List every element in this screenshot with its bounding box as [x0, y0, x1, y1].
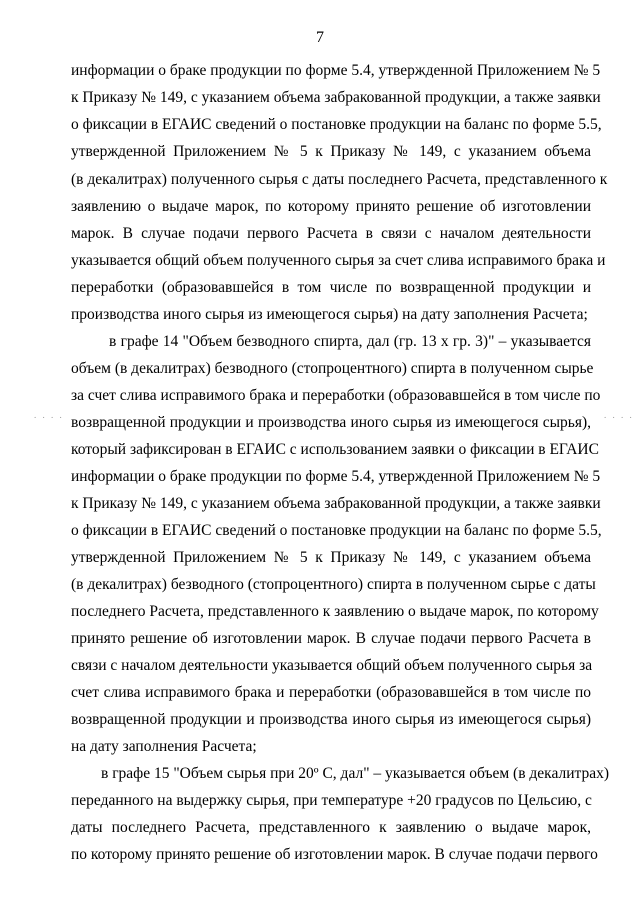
paragraph-first-line: в графе 14 "Объем безводного спирта, дал (гр. 13 х гр. 3)" – указывается — [109, 333, 591, 350]
text-line: (в декалитрах) полученного сырья с даты последнего Расчета, представленного к — [71, 171, 608, 188]
text-line: информации о браке продукции по форме 5.4, утвержденной Приложением № 5 — [71, 62, 601, 79]
text-line: возвращенной продукции и производства иного сырья из имеющегося сырья), — [71, 414, 591, 431]
text-line: последнего Расчета, представленного к заявлению о выдаче марок, по которому — [71, 603, 599, 620]
text-line: к Приказу № 149, с указанием объема забракованной продукции, а также заявки — [71, 495, 601, 512]
text-line: который зафиксирован в ЕГАИС с использованием заявки о фиксации в ЕГАИС — [71, 441, 599, 458]
text-line: связи с началом деятельности указывается общий объем полученного сырья за — [71, 657, 593, 674]
text-line: счет слива исправимого брака и переработки (образовавшейся в том числе по — [71, 684, 591, 701]
scan-artifact-left: . . . . — [34, 410, 64, 420]
text-line: даты последнего Расчета, представленного к заявлению о выдаче марок, — [71, 819, 591, 836]
scan-artifact-right: . . . . — [604, 410, 634, 420]
text-line: переработки (образовавшейся в том числе по возвращенной продукции и — [71, 279, 591, 296]
text-line: возвращенной продукции и производства иного сырья из имеющегося сырья) — [71, 711, 591, 728]
text-line: утвержденной Приложением № 5 к Приказу № 149, с указанием объема — [71, 549, 591, 566]
text-line: по которому принято решение об изготовлении марок. В случае подачи первого — [71, 846, 598, 863]
text-line: объем (в декалитрах) безводного (стопроцентного) спирта в полученном сырье — [71, 360, 594, 377]
text-line: за счет слива исправимого брака и переработки (образовавшейся в том числе по — [71, 387, 601, 404]
text-line: к Приказу № 149, с указанием объема забракованной продукции, а также заявки — [71, 89, 601, 106]
text-line: производства иного сырья из имеющегося сырья) на дату заполнения Расчета; — [71, 306, 588, 323]
text-line: о фиксации в ЕГАИС сведений о постановке продукции на баланс по форме 5.5, — [71, 522, 602, 539]
text-line: заявлению о выдаче марок, по которому принято решение об изготовлении — [71, 198, 591, 215]
text-line: принято решение об изготовлении марок. В случае подачи первого Расчета в — [71, 630, 591, 647]
page-number: 7 — [316, 29, 324, 46]
text-line: утвержденной Приложением № 5 к Приказу № 149, с указанием объема — [71, 143, 591, 160]
text-line: на дату заполнения Расчета; — [71, 738, 257, 755]
text-line: о фиксации в ЕГАИС сведений о постановке продукции на баланс по форме 5.5, — [71, 116, 602, 133]
text-line: указывается общий объем полученного сырья за счет слива исправимого брака и — [71, 252, 606, 269]
text-line: информации о браке продукции по форме 5.4, утвержденной Приложением № 5 — [71, 468, 601, 485]
paragraph-first-line: в графе 15 "Объем сырья при 20º С, дал" – указывается объем (в декалитрах) — [101, 765, 609, 782]
text-line: марок. В случае подачи первого Расчета в связи с началом деятельности — [71, 225, 591, 242]
text-line: переданного на выдержку сырья, при температуре +20 градусов по Цельсию, с — [71, 792, 592, 809]
text-line: (в декалитрах) безводного (стопроцентного) спирта в полученном сырье с даты — [71, 576, 596, 593]
